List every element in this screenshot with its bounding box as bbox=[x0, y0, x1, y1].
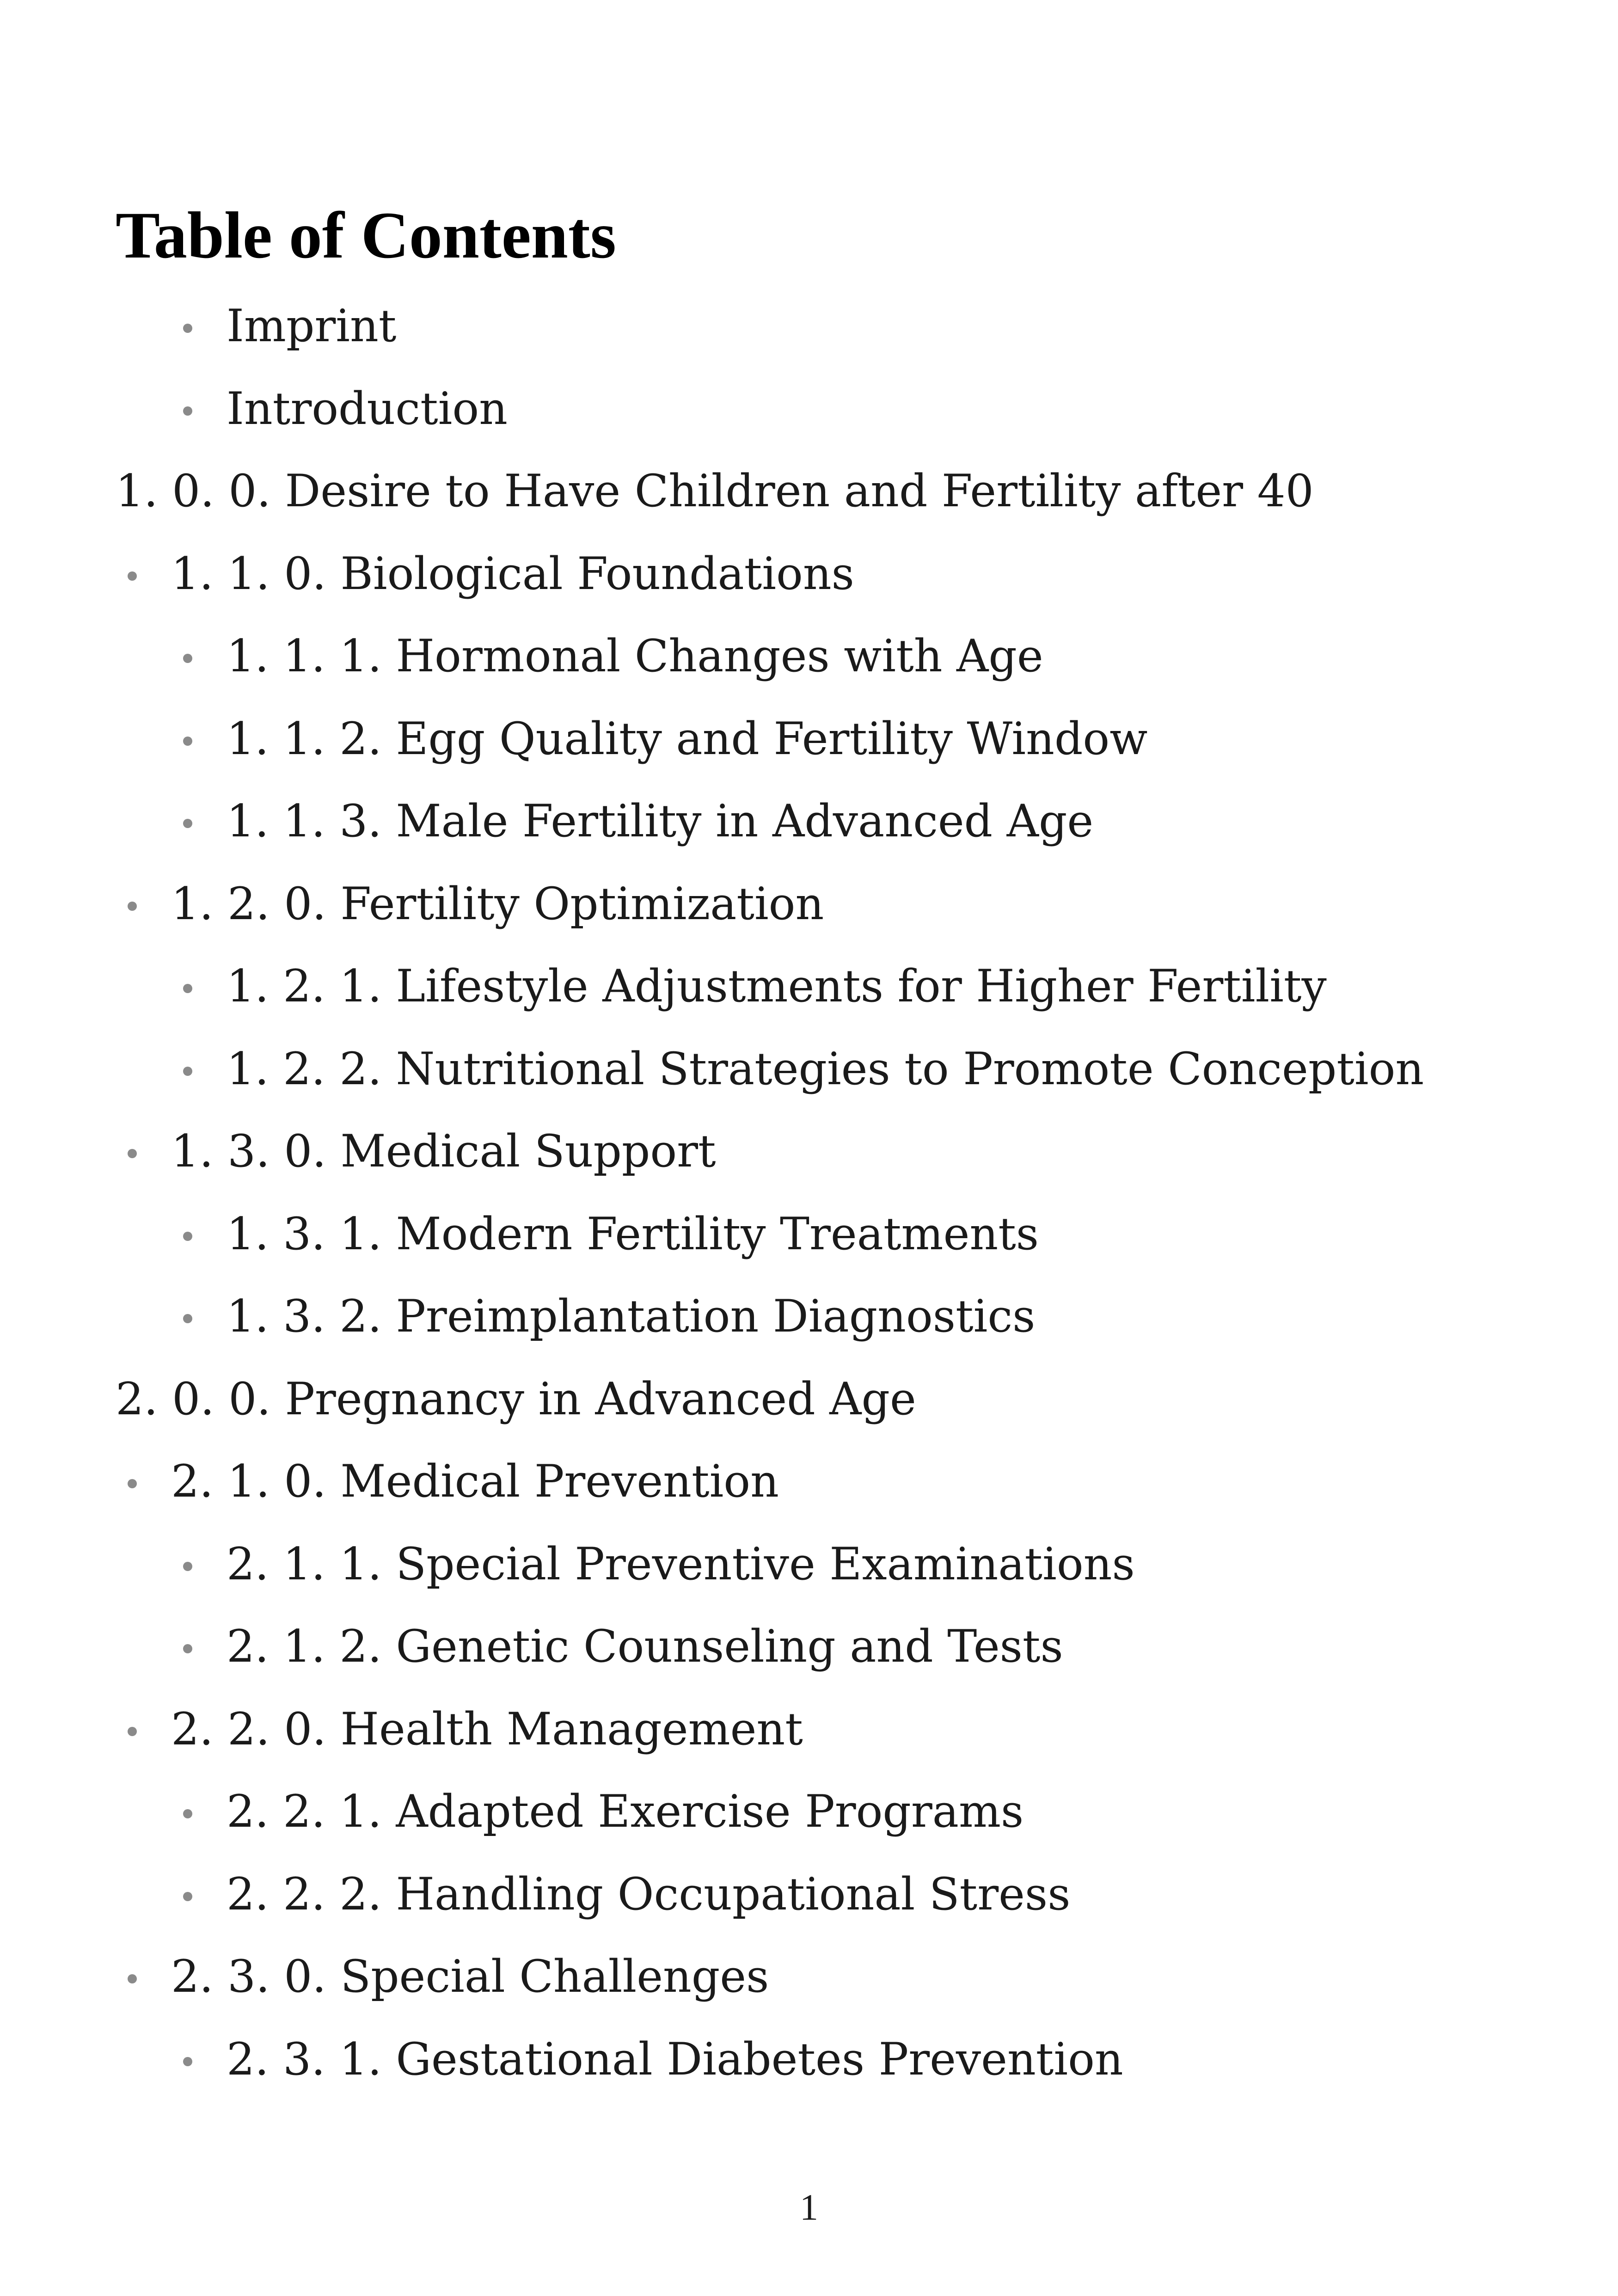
bullet-icon bbox=[183, 1562, 192, 1571]
bullet-icon bbox=[183, 819, 192, 828]
toc-entry[interactable]: 1. 0. 0. Desire to Have Children and Fertility after 40 bbox=[116, 465, 1314, 517]
toc-entry[interactable]: 1. 3. 1. Modern Fertility Treatments bbox=[227, 1208, 1039, 1260]
toc-entry[interactable]: 2. 1. 2. Genetic Counseling and Tests bbox=[227, 1621, 1063, 1672]
bullet-icon bbox=[183, 2057, 192, 2066]
toc-entry[interactable]: 1. 3. 0. Medical Support bbox=[171, 1125, 716, 1177]
toc-entry[interactable]: 2. 3. 1. Gestational Diabetes Prevention bbox=[227, 2033, 1123, 2085]
page-title: Table of Contents bbox=[116, 199, 616, 272]
bullet-icon bbox=[183, 1314, 192, 1323]
toc-entry[interactable]: 2. 1. 1. Special Preventive Examinations bbox=[227, 1538, 1135, 1590]
bullet-icon bbox=[128, 902, 137, 911]
page-number: 1 bbox=[800, 2187, 818, 2228]
toc-entry[interactable]: 1. 1. 0. Biological Foundations bbox=[171, 548, 854, 600]
bullet-icon bbox=[128, 571, 137, 581]
toc-entry[interactable]: 2. 3. 0. Special Challenges bbox=[171, 1951, 769, 2002]
bullet-icon bbox=[128, 1974, 137, 1983]
bullet-icon bbox=[183, 1232, 192, 1241]
bullet-icon bbox=[183, 1892, 192, 1901]
toc-entry[interactable]: 1. 1. 1. Hormonal Changes with Age bbox=[227, 630, 1043, 682]
bullet-icon bbox=[183, 324, 192, 333]
bullet-icon bbox=[128, 1727, 137, 1736]
toc-entry[interactable]: 2. 2. 0. Health Management bbox=[171, 1703, 803, 1755]
bullet-icon bbox=[183, 984, 192, 993]
toc-entry[interactable]: 1. 1. 3. Male Fertility in Advanced Age bbox=[227, 795, 1094, 847]
bullet-icon bbox=[183, 1644, 192, 1653]
bullet-icon bbox=[128, 1479, 137, 1488]
toc-entry[interactable]: 2. 2. 1. Adapted Exercise Programs bbox=[227, 1786, 1024, 1837]
bullet-icon bbox=[128, 1149, 137, 1158]
toc-entry[interactable]: 2. 2. 2. Handling Occupational Stress bbox=[227, 1868, 1071, 1920]
toc-entry[interactable]: 1. 2. 1. Lifestyle Adjustments for Higher Fertility bbox=[227, 960, 1327, 1012]
toc-entry[interactable]: 2. 0. 0. Pregnancy in Advanced Age bbox=[116, 1373, 916, 1425]
bullet-icon bbox=[183, 1809, 192, 1818]
toc-entry[interactable]: Imprint bbox=[227, 300, 397, 352]
toc-entry[interactable]: 1. 3. 2. Preimplantation Diagnostics bbox=[227, 1290, 1036, 1342]
toc-entry[interactable]: Introduction bbox=[227, 383, 508, 435]
bullet-icon bbox=[183, 406, 192, 416]
bullet-icon bbox=[183, 654, 192, 663]
toc-entry[interactable]: 1. 2. 2. Nutritional Strategies to Promote Conception bbox=[227, 1043, 1424, 1095]
toc-entry[interactable]: 1. 2. 0. Fertility Optimization bbox=[171, 878, 824, 930]
bullet-icon bbox=[183, 737, 192, 746]
toc-entry[interactable]: 1. 1. 2. Egg Quality and Fertility Window bbox=[227, 713, 1148, 765]
toc-entry[interactable]: 2. 1. 0. Medical Prevention bbox=[171, 1455, 779, 1507]
bullet-icon bbox=[183, 1067, 192, 1076]
